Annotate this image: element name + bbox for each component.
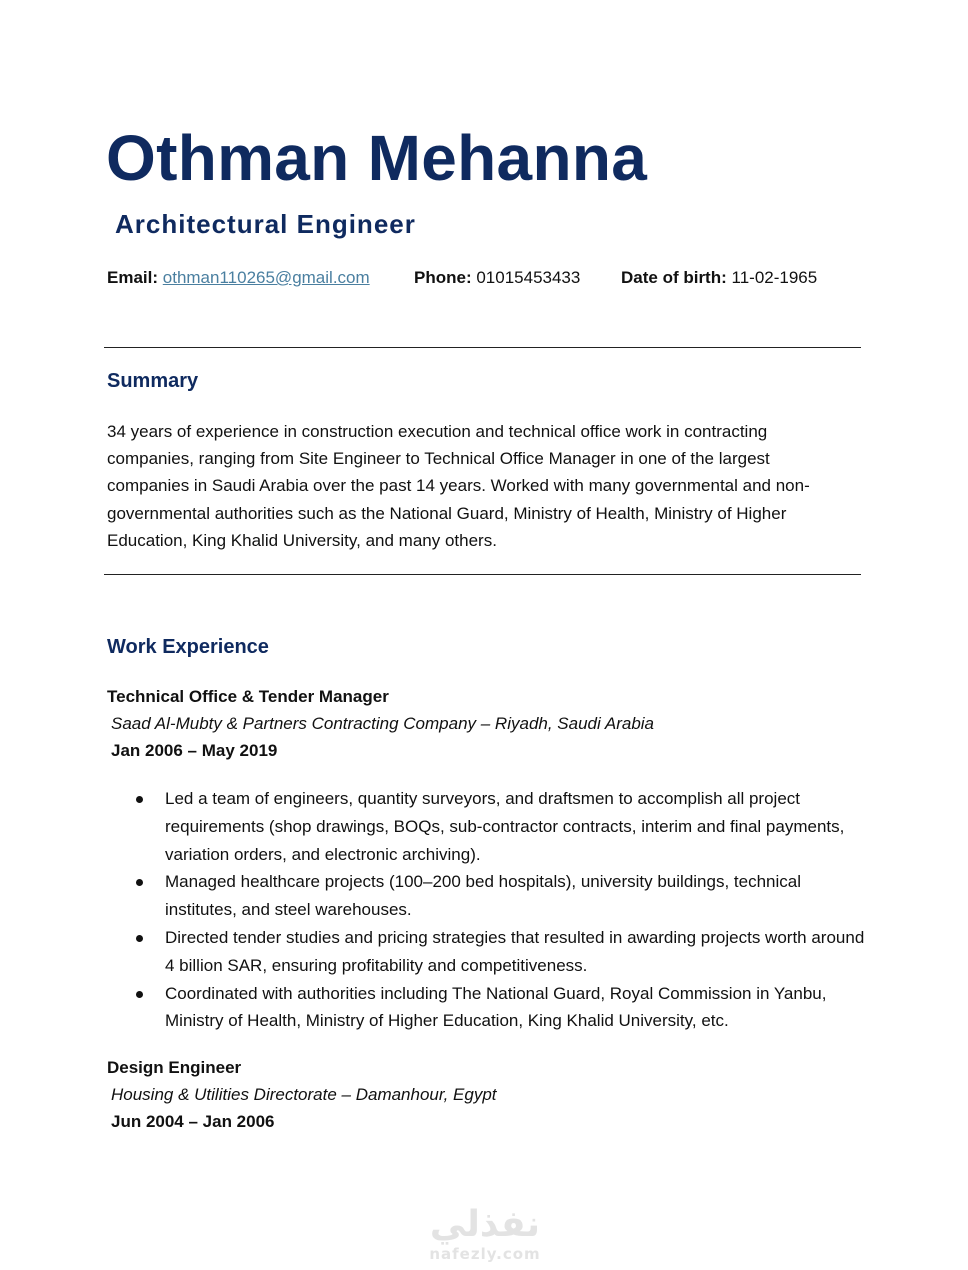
list-item xyxy=(165,980,865,1036)
bullet-text: Managed healthcare projects (100–200 bed hospitals), university buildings, technical institutes, and steel warehouses. xyxy=(165,872,801,920)
job-role: Architectural Engineer xyxy=(115,209,416,239)
job-company: Saad Al-Mubty & Partners Contracting Company – Riyadh, Saudi Arabia xyxy=(111,714,655,733)
contact-email xyxy=(107,266,370,290)
bullet-icon xyxy=(136,796,143,803)
list-item xyxy=(165,785,865,868)
job-dates: Jan 2006 – May 2019 xyxy=(111,741,278,760)
list-item xyxy=(165,868,865,924)
bullet-text: Coordinated with authorities including The National Guard, Royal Commission in Yanbu, Ministry of Health, Ministry of Higher Education, King Khalid University, etc. xyxy=(165,983,827,1031)
bullet-text: Led a team of engineers, quantity surveyors, and draftsmen to accomplish all project requirements (shop drawings, BOQs, sub-contractor contracts, interim and final payments, variation orders, and electronic archiving). xyxy=(165,789,845,864)
job-title: Design Engineer xyxy=(107,1058,242,1077)
contact-phone xyxy=(414,266,580,290)
phone-value: 01015453433 xyxy=(476,268,581,287)
job-dates: Jun 2004 – Jan 2006 xyxy=(111,1112,275,1131)
dob-value: 11-02-1965 xyxy=(731,268,818,287)
dob-label: Date of birth: xyxy=(621,268,727,287)
bullet-text: Directed tender studies and pricing strategies that resulted in awarding projects worth around 4 billion SAR, ensuring profitability and competitiveness. xyxy=(165,927,865,975)
bullet-icon xyxy=(136,879,143,886)
watermark-arabic: نفذلي xyxy=(429,1204,541,1245)
summary-text: 34 years of experience in construction execution and technical office work in contracting companies, ranging from Site Engineer to Technical Office Manager in one of the largest companies in Saudi Arabia over the past 14 years. Worked with many governmental and non-governmental authorities such as the National Guard, Ministry of Health, Ministry of Higher Education, King Khalid University, and many others. xyxy=(107,422,810,550)
watermark-latin: nafezly.com xyxy=(429,1245,541,1263)
email-label: Email: xyxy=(107,268,159,287)
job-bullet-list xyxy=(165,785,865,1035)
candidate-name: Othman Mehanna xyxy=(106,122,648,194)
divider-top xyxy=(104,347,861,348)
summary-heading: Summary xyxy=(107,370,199,392)
job-company: Housing & Utilities Directorate – Damanhour, Egypt xyxy=(111,1085,497,1104)
job-title: Technical Office & Tender Manager xyxy=(107,687,389,706)
watermark-logo xyxy=(420,1205,550,1263)
contact-dob xyxy=(621,266,817,290)
bullet-icon xyxy=(136,991,143,998)
bullet-icon xyxy=(136,935,143,942)
experience-heading: Work Experience xyxy=(107,636,269,658)
divider-bottom xyxy=(104,574,861,575)
phone-label: Phone: xyxy=(414,268,472,287)
list-item xyxy=(165,924,865,980)
email-link[interactable]: othman110265@gmail.com xyxy=(162,268,370,287)
